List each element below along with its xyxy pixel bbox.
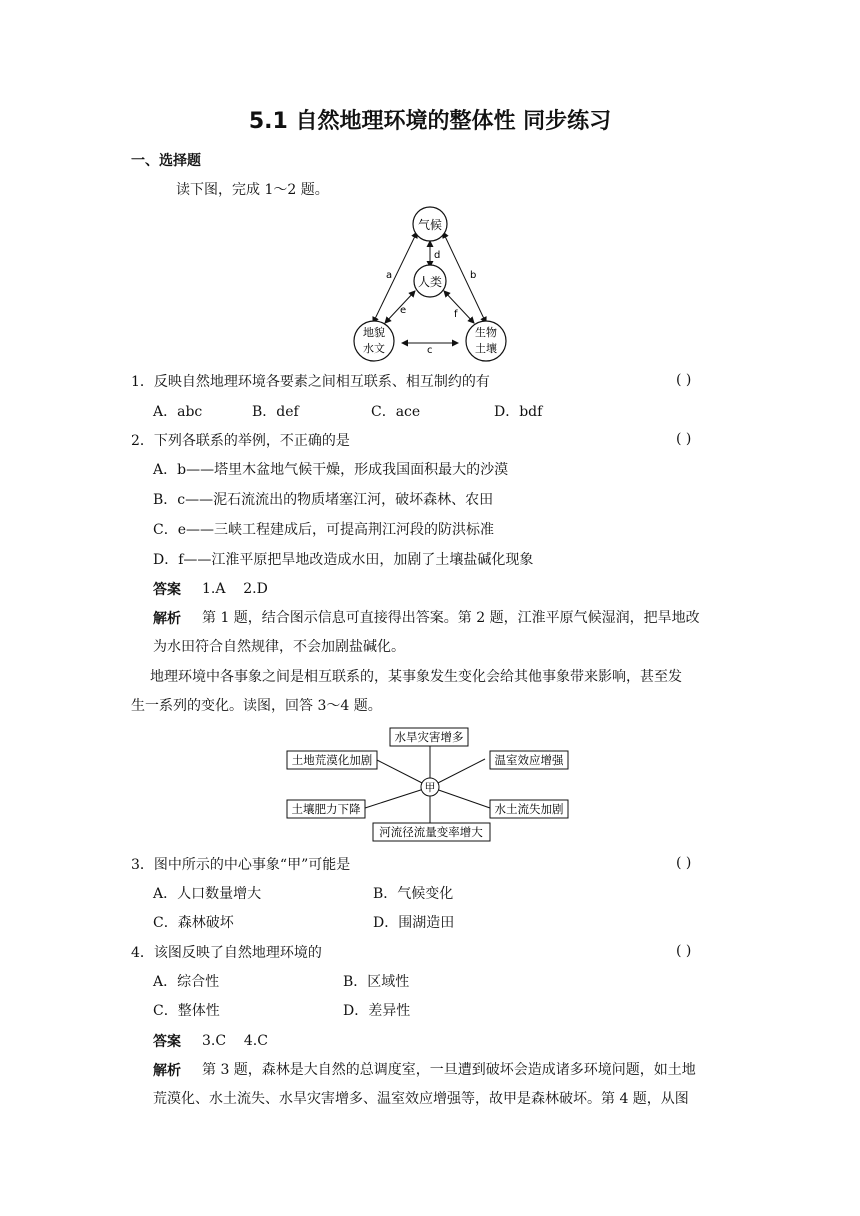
box-right-top-label: 温室效应增强 bbox=[494, 753, 564, 767]
box-right-bottom-label: 水土流失加剧 bbox=[494, 802, 564, 816]
node-bio-label-1: 生物 bbox=[475, 326, 497, 339]
edge-label-a: a bbox=[386, 270, 393, 281]
analysis-2-line-2: 荒漠化、水土流失、水旱灾害增多、温室效应增强等，故甲是森林破坏。第 4 题，从图 bbox=[153, 1091, 689, 1107]
edge-label-f: f bbox=[454, 309, 458, 320]
q2-option-b: B．c——泥石流流出的物质堵塞江河，破坏森林、农田 bbox=[153, 492, 494, 508]
answer-label-1: 答案 bbox=[153, 582, 181, 598]
intro-text-1: 读下图，完成 1～2 题。 bbox=[176, 182, 329, 198]
edge-a bbox=[373, 232, 417, 323]
box-bottom-label: 河流径流量变率增大 bbox=[379, 825, 483, 839]
edge-b bbox=[443, 232, 486, 323]
edge-label-c: c bbox=[427, 345, 433, 356]
q4-option-b: B．区域性 bbox=[343, 974, 410, 990]
q1-option-c: C．ace bbox=[371, 404, 421, 420]
q1-option-b: B．def bbox=[252, 404, 299, 420]
question-4-answer-blank: ( ) bbox=[676, 943, 692, 959]
box-left-top-label: 土地荒漠化加剧 bbox=[291, 753, 373, 767]
question-1-answer-blank: ( ) bbox=[676, 372, 692, 388]
q4-option-d: D．差异性 bbox=[343, 1003, 411, 1019]
chain-effect-diagram bbox=[285, 725, 575, 847]
answer-label-2: 答案 bbox=[153, 1034, 181, 1050]
q3-option-a: A．人口数量增大 bbox=[153, 886, 262, 902]
question-4-stem: 4．该图反映了自然地理环境的 bbox=[131, 945, 322, 961]
q2-option-d: D．f——江淮平原把旱地改造成水田，加剧了土壤盐碱化现象 bbox=[153, 552, 534, 568]
question-3-answer-blank: ( ) bbox=[676, 855, 692, 871]
answer-text-1: 1.A 2.D bbox=[202, 581, 268, 597]
q3-option-d: D．围湖造田 bbox=[373, 915, 455, 931]
question-1-stem: 1．反映自然地理环境各要素之间相互联系、相互制约的有 bbox=[131, 374, 490, 390]
node-bio-label-2: 土壤 bbox=[475, 342, 497, 355]
spoke-left-bottom bbox=[365, 787, 430, 808]
analysis-1-line-1: 第 1 题，结合图示信息可直接得出答案。第 2 题，江淮平原气候湿润，把旱地改 bbox=[202, 610, 700, 626]
analysis-label-1: 解析 bbox=[153, 611, 181, 627]
center-node-label: 甲 bbox=[424, 781, 436, 794]
q1-option-a: A．abc bbox=[153, 404, 203, 420]
box-top-label: 水旱灾害增多 bbox=[394, 730, 464, 744]
intro-text-2-line-1: 地理环境中各事象之间是相互联系的，某事象发生变化会给其他事象带来影响，甚至发 bbox=[150, 669, 682, 685]
q4-option-a: A．综合性 bbox=[153, 974, 220, 990]
question-2-answer-blank: ( ) bbox=[676, 431, 692, 447]
analysis-2-line-1: 第 3 题，森林是大自然的总调度室，一旦遭到破坏会造成诸多环境问题，如土地 bbox=[202, 1062, 696, 1078]
q3-option-b: B．气候变化 bbox=[373, 886, 454, 902]
q3-option-c: C．森林破坏 bbox=[153, 915, 234, 931]
q1-option-d: D．bdf bbox=[494, 404, 543, 420]
node-landform-label-1: 地貌 bbox=[363, 326, 385, 339]
element-relation-diagram bbox=[340, 205, 520, 365]
box-left-bottom-label: 土壤肥力下降 bbox=[291, 802, 361, 816]
q2-option-a: A．b——塔里木盆地气候干燥，形成我国面积最大的沙漠 bbox=[153, 462, 509, 478]
q4-option-c: C．整体性 bbox=[153, 1003, 220, 1019]
edge-label-e: e bbox=[400, 305, 407, 316]
section-heading: 一、选择题 bbox=[131, 153, 201, 169]
question-3-stem: 3．图中所示的中心事象“甲”可能是 bbox=[131, 857, 351, 873]
spoke-right-bottom bbox=[430, 787, 490, 808]
edge-label-d: d bbox=[434, 250, 441, 261]
page-title: 5.1 自然地理环境的整体性 同步练习 bbox=[248, 109, 612, 134]
question-2-stem: 2．下列各联系的举例，不正确的是 bbox=[131, 433, 350, 449]
node-landform-label-2: 水文 bbox=[363, 342, 385, 355]
q2-option-c: C．e——三峡工程建成后，可提高荆江河段的防洪标准 bbox=[153, 522, 494, 538]
answer-text-2: 3.C 4.C bbox=[202, 1033, 268, 1049]
node-climate-label: 气候 bbox=[417, 218, 443, 232]
analysis-1-line-2: 为水田符合自然规律，不会加剧盐碱化。 bbox=[153, 639, 405, 655]
analysis-label-2: 解析 bbox=[153, 1063, 181, 1079]
edge-f bbox=[444, 291, 474, 323]
intro-text-2-line-2: 生一系列的变化。读图，回答 3～4 题。 bbox=[131, 698, 382, 714]
edge-label-b: b bbox=[470, 270, 477, 281]
node-human-label: 人类 bbox=[417, 275, 443, 289]
